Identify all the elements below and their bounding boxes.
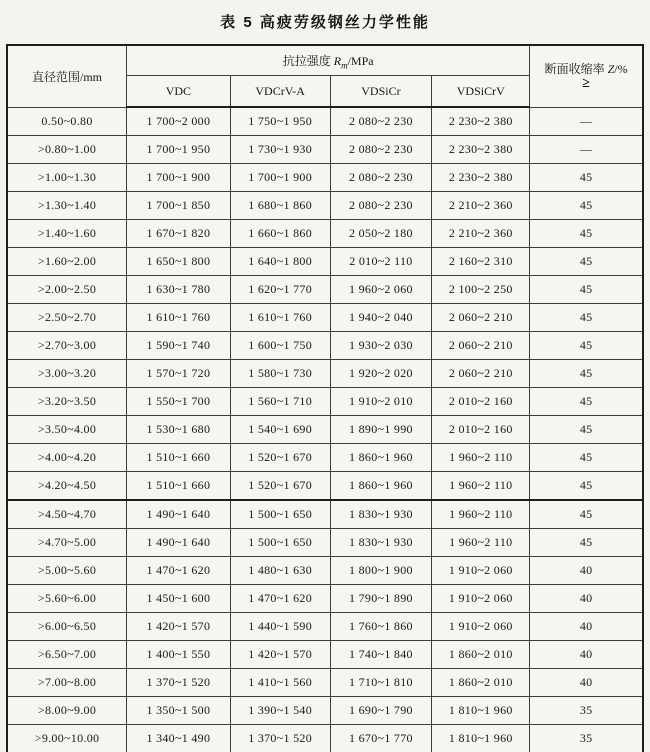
- rm-symbol: $R_m$: [333, 54, 348, 71]
- diameter-range-cell: >3.00~3.20: [7, 360, 127, 388]
- vdcrv-a-range-cell: 1 500~1 650: [230, 529, 330, 557]
- reduction-value-cell: 45: [530, 164, 643, 192]
- table-body: [7, 107, 643, 752]
- diameter-range-cell: >4.00~4.20: [7, 444, 127, 472]
- vdsicr-range-cell: 1 860~1 960: [330, 444, 432, 472]
- vdcrv-a-range-cell: 1 750~1 950: [230, 107, 330, 136]
- vdcrv-a-range-cell: 1 560~1 710: [230, 388, 330, 416]
- table-row: [7, 444, 643, 472]
- diameter-range-cell: >0.80~1.00: [7, 136, 127, 164]
- vdsicr-range-cell: 1 930~2 030: [330, 332, 432, 360]
- diameter-range-cell: 0.50~0.80: [7, 107, 127, 136]
- mechanical-properties-table: [6, 44, 644, 752]
- diameter-range-cell: >2.00~2.50: [7, 276, 127, 304]
- reduction-value-cell: 45: [530, 192, 643, 220]
- vdcrv-a-range-cell: 1 520~1 670: [230, 472, 330, 501]
- vdc-range-cell: 1 700~2 000: [127, 107, 231, 136]
- table-row: [7, 725, 643, 752]
- greater-equal-sign: ≥: [582, 76, 590, 92]
- table-row: [7, 416, 643, 444]
- reduction-value-cell: 45: [530, 500, 643, 529]
- diameter-range-cell: >3.50~4.00: [7, 416, 127, 444]
- diameter-range-cell: >4.50~4.70: [7, 500, 127, 529]
- reduction-value-cell: 35: [530, 725, 643, 752]
- table-row: [7, 613, 643, 641]
- reduction-value-cell: 40: [530, 557, 643, 585]
- vdsicrv-range-cell: 2 210~2 360: [432, 192, 530, 220]
- vdc-range-cell: 1 470~1 620: [127, 557, 231, 585]
- col-header-diameter: 直径范围/mm: [7, 45, 127, 107]
- vdc-range-cell: 1 490~1 640: [127, 500, 231, 529]
- diameter-range-cell: >3.20~3.50: [7, 388, 127, 416]
- vdc-range-cell: 1 370~1 520: [127, 669, 231, 697]
- reduction-value-cell: 45: [530, 416, 643, 444]
- vdcrv-a-range-cell: 1 660~1 860: [230, 220, 330, 248]
- table-header: [7, 45, 643, 107]
- vdcrv-a-range-cell: 1 680~1 860: [230, 192, 330, 220]
- table-row: [7, 276, 643, 304]
- reduction-value-cell: 40: [530, 669, 643, 697]
- vdcrv-a-range-cell: 1 420~1 570: [230, 641, 330, 669]
- reduction-value-cell: —: [530, 107, 643, 136]
- reduction-value-cell: 45: [530, 304, 643, 332]
- table-row: [7, 332, 643, 360]
- table-row: [7, 136, 643, 164]
- vdc-range-cell: 1 700~1 900: [127, 164, 231, 192]
- reduction-value-cell: 40: [530, 613, 643, 641]
- vdsicr-range-cell: 1 910~2 010: [330, 388, 432, 416]
- vdcrv-a-range-cell: 1 500~1 650: [230, 500, 330, 529]
- vdcrv-a-range-cell: 1 700~1 900: [230, 164, 330, 192]
- reduction-value-cell: 40: [530, 641, 643, 669]
- vdcrv-a-range-cell: 1 410~1 560: [230, 669, 330, 697]
- vdsicr-range-cell: 1 710~1 810: [330, 669, 432, 697]
- vdcrv-a-range-cell: 1 370~1 520: [230, 725, 330, 752]
- table-row: [7, 164, 643, 192]
- vdcrv-a-range-cell: 1 620~1 770: [230, 276, 330, 304]
- vdc-range-cell: 1 450~1 600: [127, 585, 231, 613]
- reduction-value-cell: 40: [530, 585, 643, 613]
- diameter-range-cell: >5.00~5.60: [7, 557, 127, 585]
- vdsicrv-range-cell: 2 010~2 160: [432, 416, 530, 444]
- vdsicrv-range-cell: 1 810~1 960: [432, 697, 530, 725]
- vdcrv-a-range-cell: 1 610~1 760: [230, 304, 330, 332]
- table-row: [7, 669, 643, 697]
- table-row: [7, 529, 643, 557]
- vdsicrv-range-cell: 1 910~2 060: [432, 585, 530, 613]
- vdcrv-a-range-cell: 1 580~1 730: [230, 360, 330, 388]
- col-header-tensile-strength: [127, 45, 530, 76]
- vdc-range-cell: 1 700~1 850: [127, 192, 231, 220]
- reduction-value-cell: 45: [530, 332, 643, 360]
- reduction-value-cell: 35: [530, 697, 643, 725]
- vdc-range-cell: 1 700~1 950: [127, 136, 231, 164]
- vdcrv-a-range-cell: 1 640~1 800: [230, 248, 330, 276]
- table-row: [7, 388, 643, 416]
- vdsicrv-range-cell: 2 230~2 380: [432, 164, 530, 192]
- vdsicrv-range-cell: 1 860~2 010: [432, 669, 530, 697]
- table-row: [7, 500, 643, 529]
- vdsicrv-range-cell: 1 960~2 110: [432, 444, 530, 472]
- diameter-range-cell: >7.00~8.00: [7, 669, 127, 697]
- vdsicr-range-cell: 2 080~2 230: [330, 107, 432, 136]
- table-row: [7, 472, 643, 501]
- vdcrv-a-range-cell: 1 470~1 620: [230, 585, 330, 613]
- vdsicrv-range-cell: 2 100~2 250: [432, 276, 530, 304]
- diameter-range-cell: >2.70~3.00: [7, 332, 127, 360]
- vdsicrv-range-cell: 2 210~2 360: [432, 220, 530, 248]
- vdsicrv-range-cell: 2 010~2 160: [432, 388, 530, 416]
- col-header-reduction-of-area: [530, 45, 643, 107]
- vdsicr-range-cell: 1 670~1 770: [330, 725, 432, 752]
- table-title: 表 5 高疲劳级钢丝力学性能: [220, 14, 430, 31]
- vdc-range-cell: 1 590~1 740: [127, 332, 231, 360]
- reduction-value-cell: 45: [530, 444, 643, 472]
- tensile-label-prefix: 抗拉强度: [282, 54, 334, 68]
- tensile-unit: /MPa: [347, 54, 374, 68]
- vdsicr-range-cell: 1 960~2 060: [330, 276, 432, 304]
- reduction-value-cell: 45: [530, 276, 643, 304]
- table-row: [7, 304, 643, 332]
- table-row: [7, 107, 643, 136]
- col-header-vdsicr: VDSiCr: [330, 76, 432, 108]
- vdsicr-range-cell: 2 080~2 230: [330, 164, 432, 192]
- col-header-vdsicrv: VDSiCrV: [432, 76, 530, 108]
- vdsicr-range-cell: 1 690~1 790: [330, 697, 432, 725]
- table-row: [7, 585, 643, 613]
- vdc-range-cell: 1 420~1 570: [127, 613, 231, 641]
- vdsicr-range-cell: 2 010~2 110: [330, 248, 432, 276]
- diameter-range-cell: >1.40~1.60: [7, 220, 127, 248]
- vdsicr-range-cell: 1 830~1 930: [330, 529, 432, 557]
- vdsicrv-range-cell: 2 060~2 210: [432, 360, 530, 388]
- vdsicr-range-cell: 1 940~2 040: [330, 304, 432, 332]
- vdcrv-a-range-cell: 1 440~1 590: [230, 613, 330, 641]
- vdc-range-cell: 1 670~1 820: [127, 220, 231, 248]
- reduction-label: 断面收缩率 Z/%: [544, 62, 628, 77]
- vdsicr-range-cell: 1 920~2 020: [330, 360, 432, 388]
- vdcrv-a-range-cell: 1 480~1 630: [230, 557, 330, 585]
- z-symbol: Z: [607, 62, 615, 77]
- vdsicrv-range-cell: 2 230~2 380: [432, 107, 530, 136]
- vdsicrv-range-cell: 1 910~2 060: [432, 613, 530, 641]
- diameter-range-cell: >6.50~7.00: [7, 641, 127, 669]
- vdc-range-cell: 1 340~1 490: [127, 725, 231, 752]
- vdsicrv-range-cell: 1 960~2 110: [432, 500, 530, 529]
- vdsicrv-range-cell: 1 860~2 010: [432, 641, 530, 669]
- vdsicr-range-cell: 2 050~2 180: [330, 220, 432, 248]
- vdc-range-cell: 1 490~1 640: [127, 529, 231, 557]
- vdsicrv-range-cell: 2 230~2 380: [432, 136, 530, 164]
- vdcrv-a-range-cell: 1 390~1 540: [230, 697, 330, 725]
- vdsicr-range-cell: 1 760~1 860: [330, 613, 432, 641]
- reduction-value-cell: —: [530, 136, 643, 164]
- reduction-value-cell: 45: [530, 529, 643, 557]
- vdsicrv-range-cell: 2 060~2 210: [432, 332, 530, 360]
- col-header-vdc: VDC: [127, 76, 231, 108]
- vdsicr-range-cell: 2 080~2 230: [330, 136, 432, 164]
- diameter-range-cell: >2.50~2.70: [7, 304, 127, 332]
- vdsicr-range-cell: 1 800~1 900: [330, 557, 432, 585]
- vdcrv-a-range-cell: 1 540~1 690: [230, 416, 330, 444]
- vdc-range-cell: 1 630~1 780: [127, 276, 231, 304]
- vdsicr-range-cell: 1 790~1 890: [330, 585, 432, 613]
- vdc-range-cell: 1 550~1 700: [127, 388, 231, 416]
- diameter-range-cell: >1.00~1.30: [7, 164, 127, 192]
- vdsicrv-range-cell: 1 910~2 060: [432, 557, 530, 585]
- table-row: [7, 248, 643, 276]
- vdsicr-range-cell: 1 890~1 990: [330, 416, 432, 444]
- vdc-range-cell: 1 530~1 680: [127, 416, 231, 444]
- vdsicrv-range-cell: 1 960~2 110: [432, 529, 530, 557]
- vdc-range-cell: 1 510~1 660: [127, 444, 231, 472]
- table-row: [7, 641, 643, 669]
- vdsicrv-range-cell: 1 810~1 960: [432, 725, 530, 752]
- diameter-range-cell: >5.60~6.00: [7, 585, 127, 613]
- reduction-value-cell: 45: [530, 472, 643, 501]
- reduction-value-cell: 45: [530, 360, 643, 388]
- diameter-range-cell: >1.60~2.00: [7, 248, 127, 276]
- vdc-range-cell: 1 610~1 760: [127, 304, 231, 332]
- vdc-range-cell: 1 570~1 720: [127, 360, 231, 388]
- diameter-range-cell: >6.00~6.50: [7, 613, 127, 641]
- vdc-range-cell: 1 650~1 800: [127, 248, 231, 276]
- diameter-range-cell: >8.00~9.00: [7, 697, 127, 725]
- vdsicrv-range-cell: 2 160~2 310: [432, 248, 530, 276]
- vdcrv-a-range-cell: 1 600~1 750: [230, 332, 330, 360]
- table-row: [7, 697, 643, 725]
- reduction-value-cell: 45: [530, 388, 643, 416]
- vdcrv-a-range-cell: 1 520~1 670: [230, 444, 330, 472]
- table-row: [7, 360, 643, 388]
- col-header-vdcrv-a: VDCrV-A: [230, 76, 330, 108]
- diameter-range-cell: >4.70~5.00: [7, 529, 127, 557]
- diameter-range-cell: >1.30~1.40: [7, 192, 127, 220]
- vdsicrv-range-cell: 1 960~2 110: [432, 472, 530, 501]
- vdsicr-range-cell: 1 830~1 930: [330, 500, 432, 529]
- vdc-range-cell: 1 510~1 660: [127, 472, 231, 501]
- reduction-value-cell: 45: [530, 248, 643, 276]
- vdcrv-a-range-cell: 1 730~1 930: [230, 136, 330, 164]
- vdsicr-range-cell: 1 860~1 960: [330, 472, 432, 501]
- vdsicr-range-cell: 1 740~1 840: [330, 641, 432, 669]
- reduction-value-cell: 45: [530, 220, 643, 248]
- vdc-range-cell: 1 400~1 550: [127, 641, 231, 669]
- vdc-range-cell: 1 350~1 500: [127, 697, 231, 725]
- table-row: [7, 557, 643, 585]
- vdsicr-range-cell: 2 080~2 230: [330, 192, 432, 220]
- diameter-range-cell: >4.20~4.50: [7, 472, 127, 501]
- vdsicrv-range-cell: 2 060~2 210: [432, 304, 530, 332]
- table-row: [7, 220, 643, 248]
- diameter-range-cell: >9.00~10.00: [7, 725, 127, 752]
- table-row: [7, 192, 643, 220]
